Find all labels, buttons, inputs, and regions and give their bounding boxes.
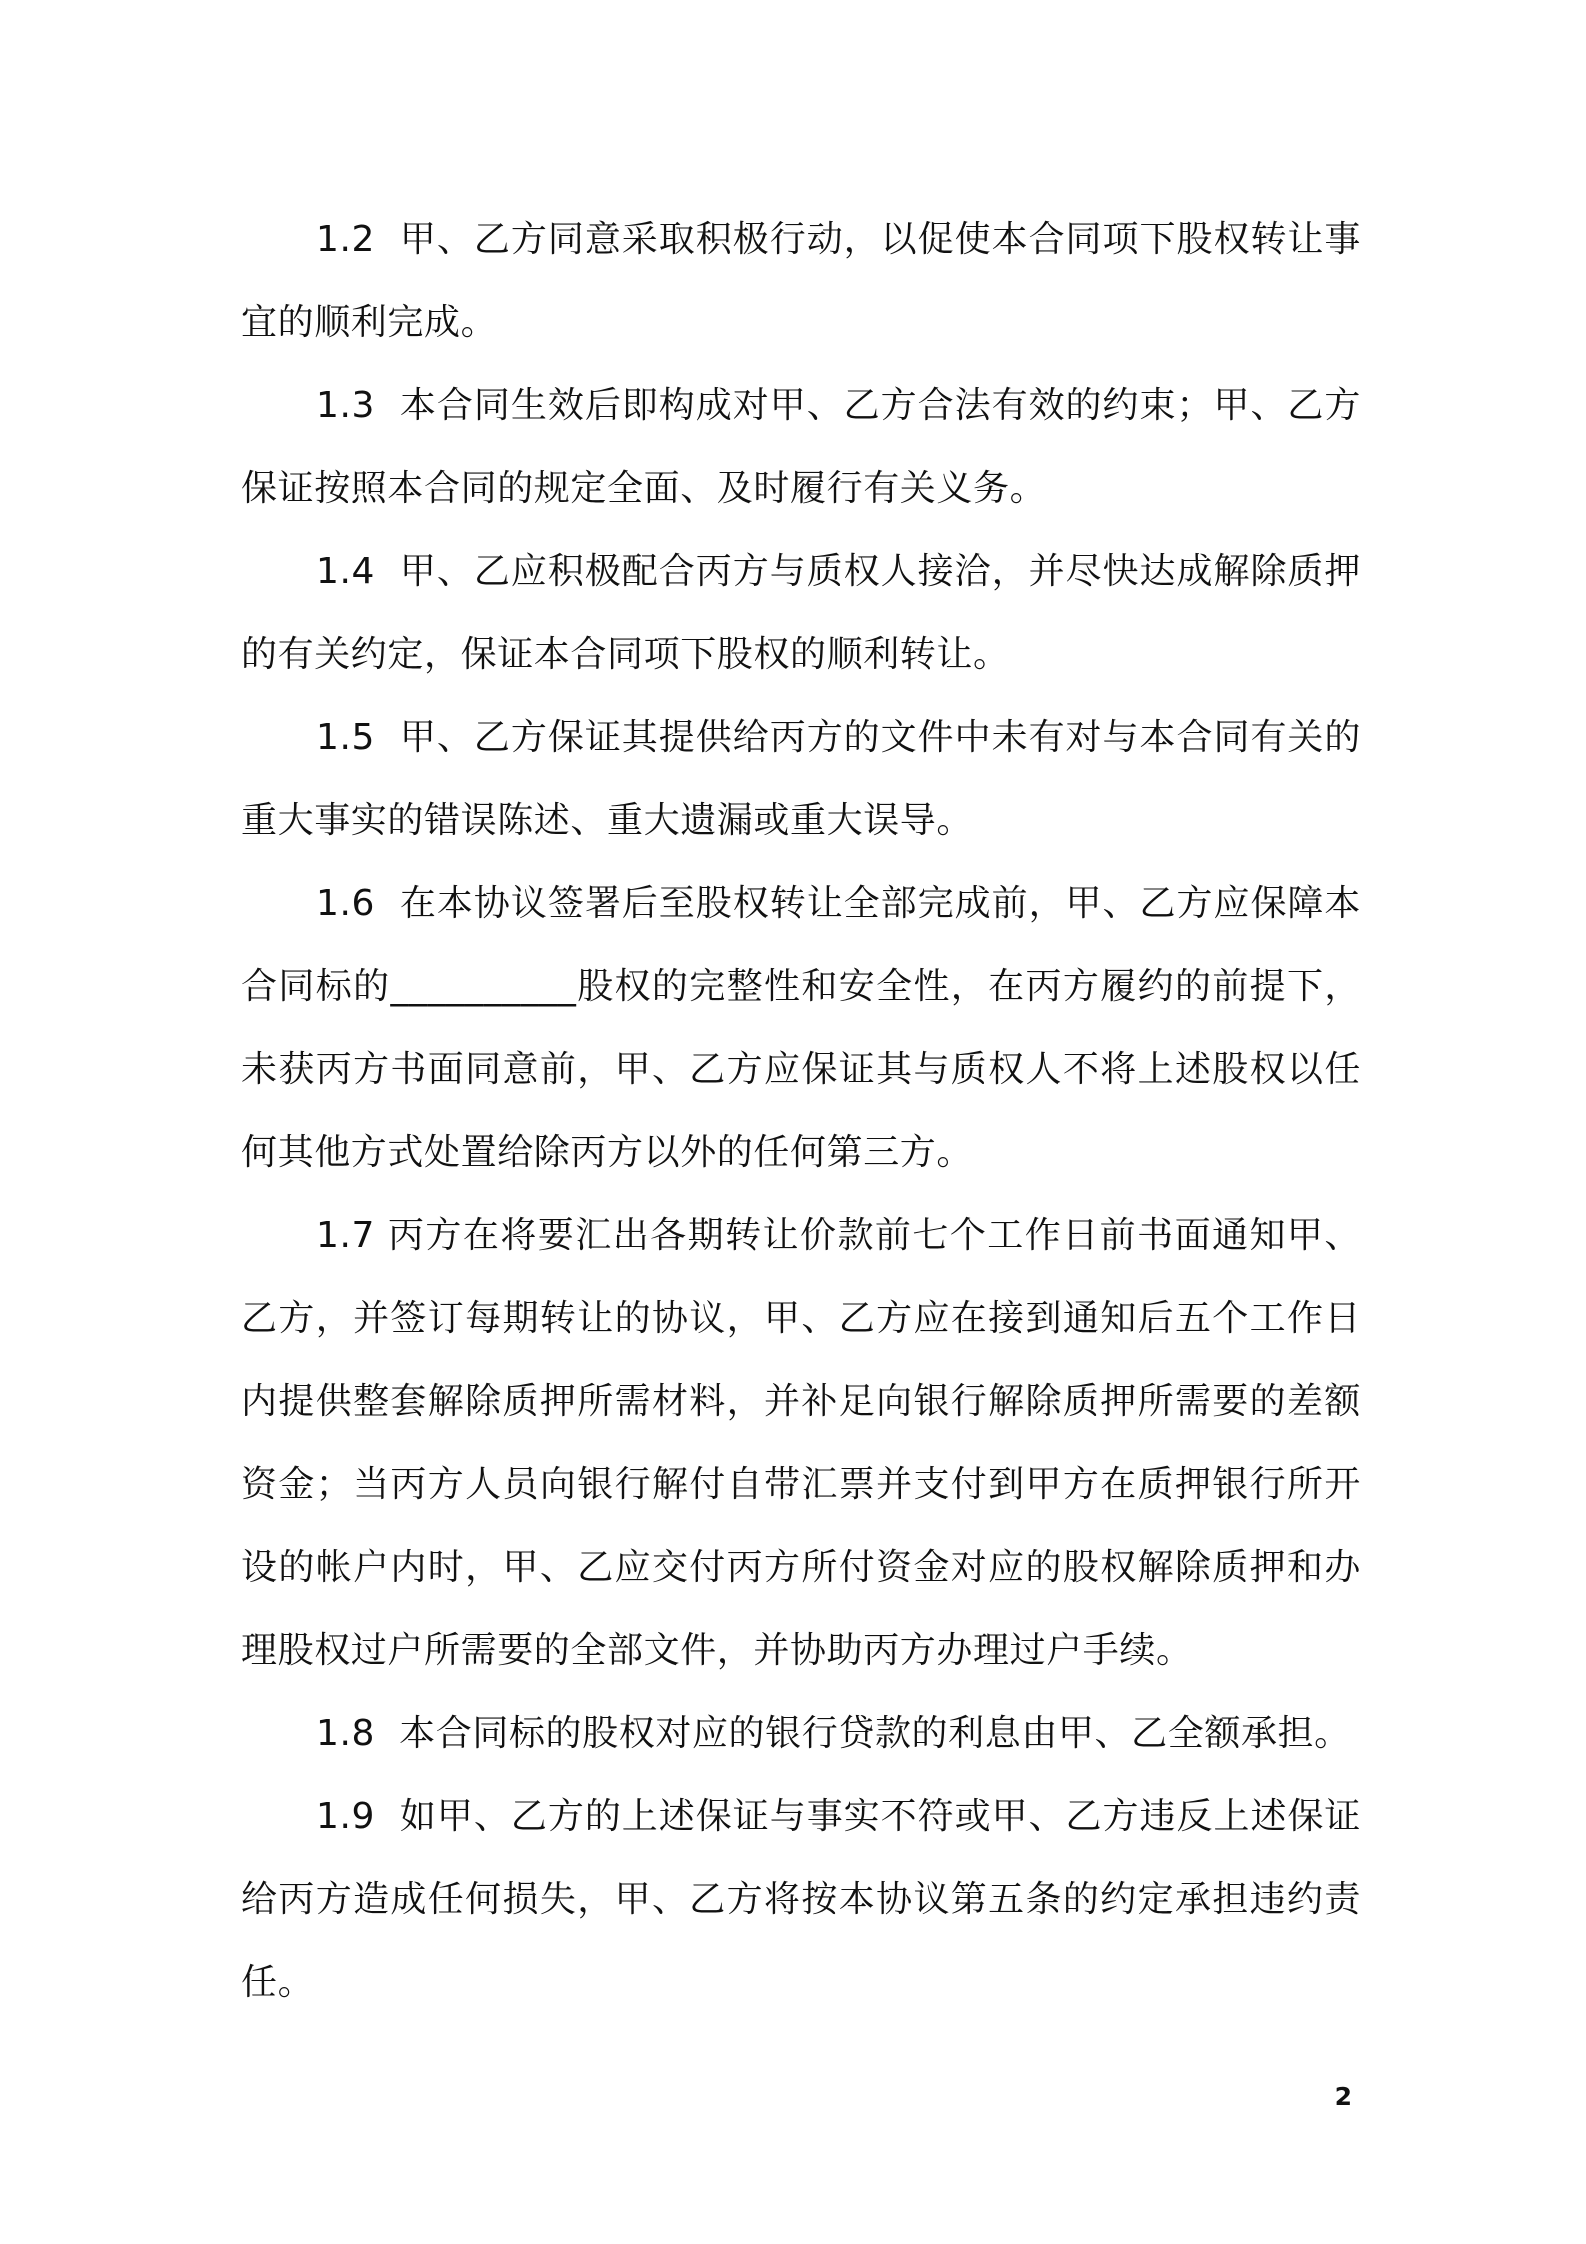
clause-1-7: [241, 1194, 1361, 1692]
clause-number: 1.4: [316, 551, 376, 592]
clause-1-5: [241, 696, 1361, 862]
clause-number: 1.6: [316, 883, 376, 924]
clause-1-8: [241, 1692, 1361, 1775]
clause-text: 在本协议签署后至股权转让全部完成前，甲、乙方应保障本合同标的__________股权的完整性和安全性，在丙方履约的前提下，未获丙方书面同意前，甲、乙方应保证其与质权人不将上述股权以任何其他方式处置给除丙方以外的任何第三方。: [241, 883, 1362, 1173]
clause-number: 1.9: [316, 1796, 376, 1837]
clause-1-6: [241, 862, 1361, 1194]
clause-text: 如甲、乙方的上述保证与事实不符或甲、乙方违反上述保证给丙方造成任何损失，甲、乙方将按本协议第五条的约定承担违约责任。: [241, 1796, 1361, 2003]
clause-text: 本合同生效后即构成对甲、乙方合法有效的约束；甲、乙方保证按照本合同的规定全面、及时履行有关义务。: [241, 385, 1361, 509]
document-body: [241, 198, 1361, 2024]
clause-number: 1.3: [316, 385, 376, 426]
clause-1-2: [241, 198, 1361, 364]
clause-text: 本合同标的股权对应的银行贷款的利息由甲、乙全额承担。: [399, 1713, 1351, 1754]
clause-text: 丙方在将要汇出各期转让价款前七个工作日前书面通知甲、乙方，并签订每期转让的协议，甲、乙方应在接到通知后五个工作日内提供整套解除质押所需材料，并补足向银行解除质押所需要的差额资金；当丙方人员向银行解付自带汇票并支付到甲方在质押银行所开设的帐户内时，甲、乙应交付丙方所付资金对应的股权解除质押和办理股权过户所需要的全部文件，并协助丙方办理过户手续。: [241, 1215, 1361, 1671]
clause-1-3: [241, 364, 1361, 530]
clause-text: 甲、乙方保证其提供给丙方的文件中未有对与本合同有关的重大事实的错误陈述、重大遗漏或重大误导。: [241, 717, 1361, 841]
clause-number: 1.2: [316, 219, 376, 260]
page-number: 2: [1334, 2082, 1352, 2111]
clause-number: 1.5: [316, 717, 376, 758]
clause-number: 1.8: [316, 1713, 376, 1754]
clause-text: 甲、乙方同意采取积极行动，以促使本合同项下股权转让事宜的顺利完成。: [241, 219, 1361, 343]
clause-number: 1.7: [316, 1215, 376, 1256]
clause-1-9: [241, 1775, 1361, 2024]
clause-text: 甲、乙应积极配合丙方与质权人接洽，并尽快达成解除质押的有关约定，保证本合同项下股权的顺利转让。: [241, 551, 1361, 675]
clause-1-4: [241, 530, 1361, 696]
